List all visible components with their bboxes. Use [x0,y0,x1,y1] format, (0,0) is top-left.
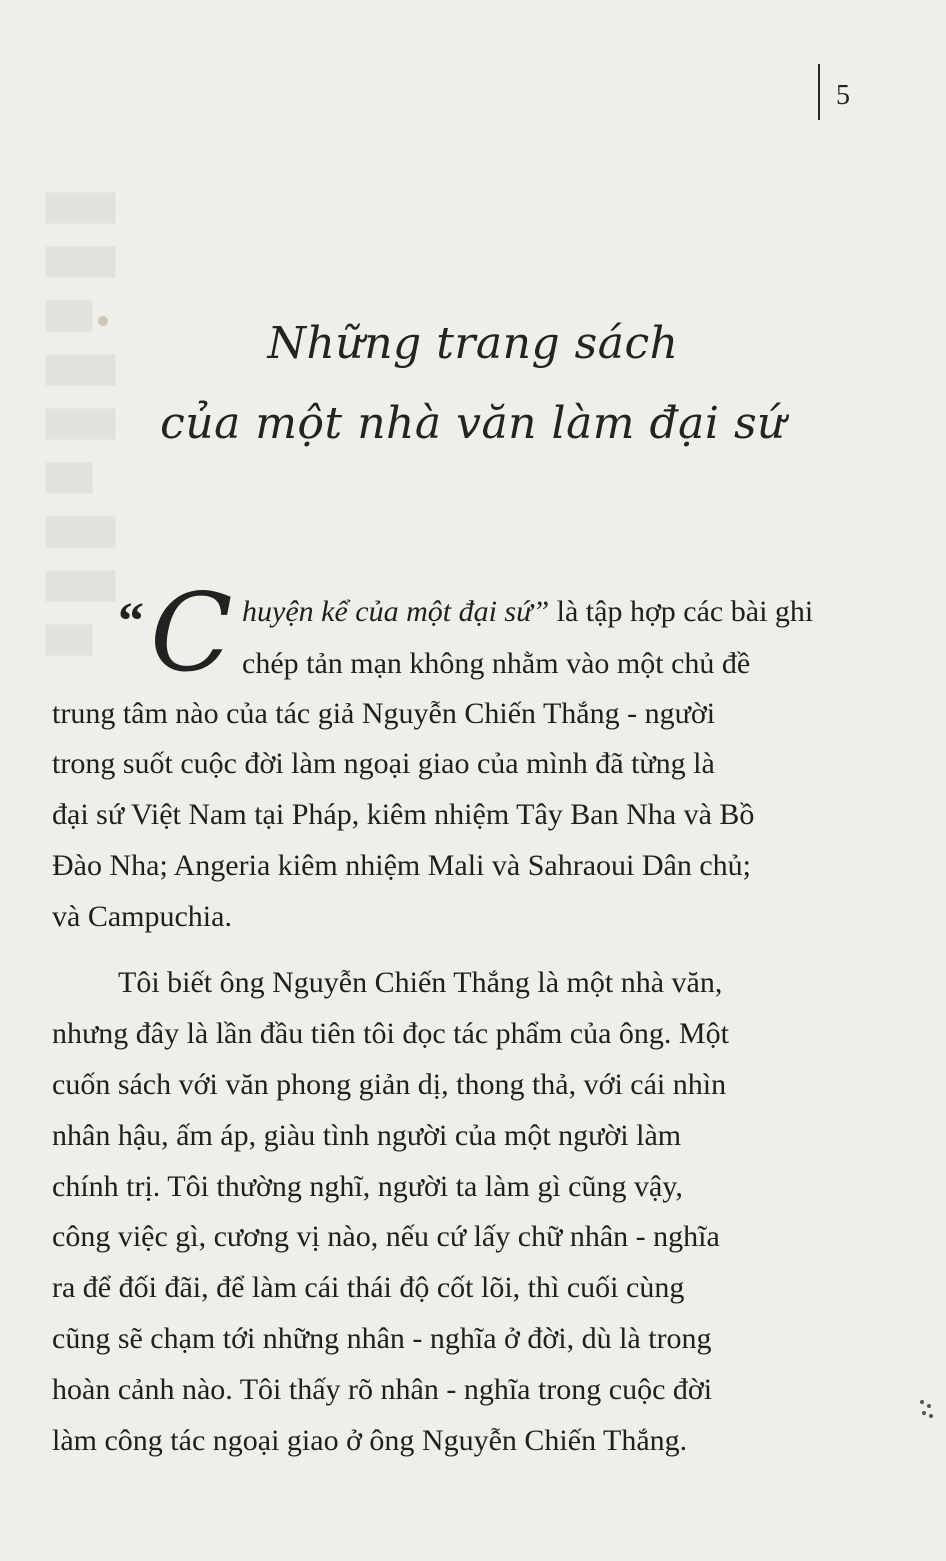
para2-line-3: cuốn sách với văn phong giản dị, thong thả, với cái nhìn [52,1068,727,1101]
para1-line-6: Đào Nha; Angeria kiêm nhiệm Mali và Sahraoui Dân chủ; [52,849,751,882]
para2-line-2: nhưng đây là lần đầu tiên tôi đọc tác phẩm của ông. Một [52,1017,729,1050]
drop-cap: C [150,571,233,696]
para2-line-1: Tôi biết ông Nguyễn Chiến Thắng là một nhà văn, [118,966,723,999]
show-through-text: ▇▇▇ ▇▇▇ ▇▇ ▇▇▇ ▇▇▇ ▇▇ ▇▇▇ ▇▇▇ ▇▇ [46,190,116,655]
para1-line-7: và Campuchia. [52,900,232,933]
para2-line-10: làm công tác ngoại giao ở ông Nguyễn Chiến Thắng. [52,1424,688,1457]
para2-line-5: chính trị. Tôi thường nghĩ, người ta làm gì cũng vậy, [52,1170,683,1203]
page-header [812,62,872,122]
para1-line-2: chép tản mạn không nhằm vào một chủ đề [242,647,751,680]
chapter-title-line-2: của một nhà văn làm đại sứ [160,398,786,449]
header-rule [818,64,820,120]
para1-line-1-text: là tập hợp các bài ghi [549,595,814,628]
page-number: 5 [836,80,850,111]
para1-line-4: trong suốt cuộc đời làm ngoại giao của mình đã từng là [52,747,715,780]
opening-quote-mark: “ [118,593,144,650]
para1-line-3: trung tâm nào của tác giả Nguyễn Chiến Thắng - người [52,697,716,730]
chapter-title-line-1: Những trang sách [267,318,679,369]
para1-line-1 [242,594,813,630]
para2-line-8: cũng sẽ chạm tới những nhân - nghĩa ở đời, dù là trong [52,1322,712,1355]
para1-line-5: đại sứ Việt Nam tại Pháp, kiêm nhiệm Tây Ban Nha và Bồ [52,798,755,831]
para2-line-6: công việc gì, cương vị nào, nếu cứ lấy chữ nhân - nghĩa [52,1220,720,1253]
para2-line-4: nhân hậu, ấm áp, giàu tình người của một người làm [52,1119,682,1152]
para2-line-9: hoàn cảnh nào. Tôi thấy rõ nhân - nghĩa trong cuộc đời [52,1373,713,1406]
para2-line-7: ra để đối đãi, để làm cái thái độ cốt lõi, thì cuối cùng [52,1271,685,1304]
ink-specks [918,1398,934,1420]
paper-smudge [98,316,108,326]
quoted-book-title: huyện kể của một đại sứ” [242,595,550,628]
